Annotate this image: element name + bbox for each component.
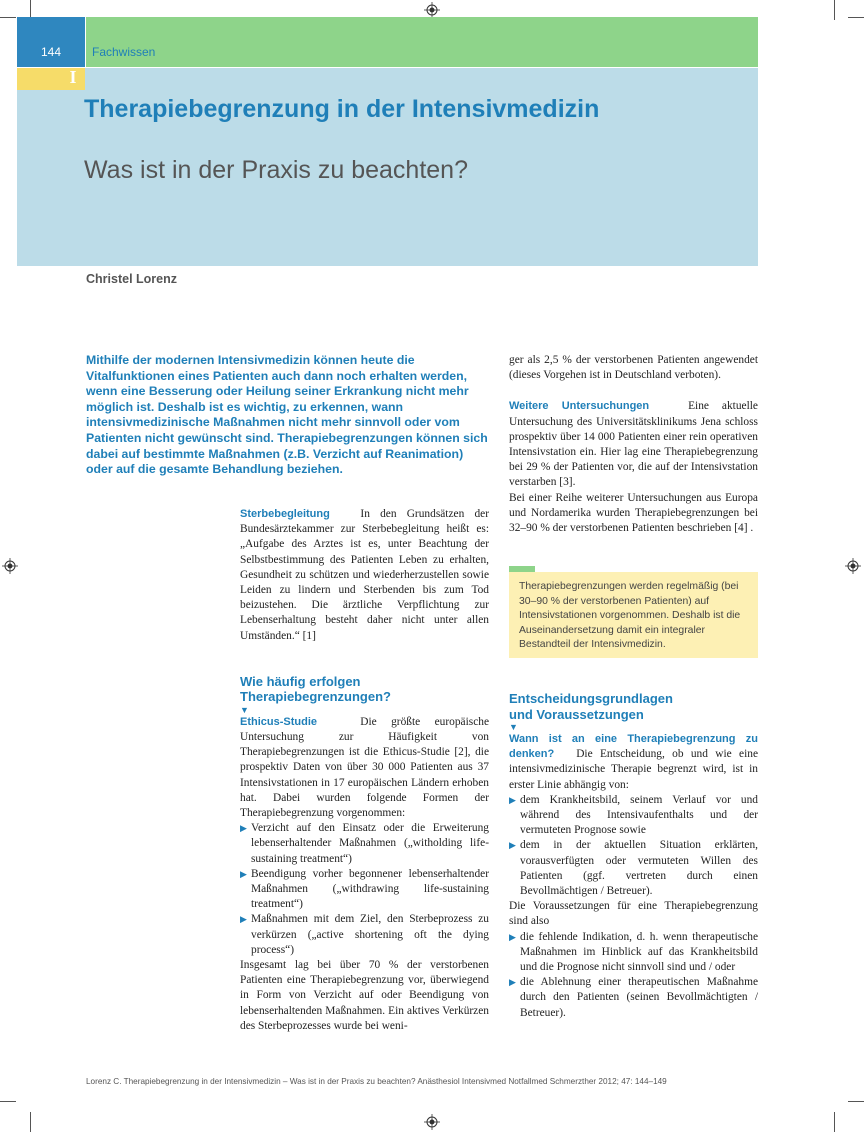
page-number-box — [17, 17, 85, 67]
crop-mark — [848, 17, 864, 18]
section-label: Fachwissen — [92, 45, 156, 59]
list-item: ▶ Maßnahmen mit dem Ziel, den Sterbeprozess zu verkürzen („active shortening oft the dying process“) — [240, 913, 489, 956]
paragraph-continued: ger als 2,5 % der verstorbenen Patienten angewendet (dieses Vorgehen ist in Deutschland verboten). — [509, 354, 758, 382]
text-wann: Die Entscheidung, ob und wie eine intensivmedizinische Therapie begrenzt wird, ist in erster Linie abhängig von: — [509, 748, 758, 791]
paragraph-weitere — [509, 399, 758, 490]
column-middle — [240, 507, 489, 1034]
paragraph-sterbebegleitung — [240, 507, 489, 644]
list-voraussetzungen — [509, 930, 758, 1021]
page-number: 144 — [40, 45, 62, 59]
section-bar — [86, 17, 758, 67]
paragraph-ethicus — [240, 715, 489, 821]
paragraph-wann — [509, 732, 758, 793]
triangle-down-icon: ▼ — [240, 704, 249, 715]
bullet-triangle-icon: ▶ — [509, 931, 516, 942]
lead-weitere: Weitere Untersuchungen — [509, 400, 650, 413]
column-right-lower — [509, 691, 758, 1021]
article-title: Therapiebegrenzung in der Intensivmedizin — [84, 95, 600, 123]
crop-mark — [0, 1101, 16, 1102]
heading-line-2: und Voraussetzungen — [509, 706, 644, 722]
chapter-tab-number: I — [69, 67, 77, 87]
registration-mark-icon — [845, 558, 861, 574]
crop-mark — [834, 1112, 835, 1132]
registration-mark-icon — [2, 558, 18, 574]
list-forms — [240, 821, 489, 958]
triangle-down-icon: ▼ — [509, 722, 518, 732]
paragraph-weitere-2: Bei einer Reihe weiterer Untersuchungen aus Europa und Nordamerika wurden Therapiebegrenzungen bei 32–90 % der verstorbenen Patienten beschrieben [4] . — [509, 491, 758, 535]
bullet-triangle-icon: ▶ — [509, 977, 516, 988]
heading-line-2: Therapiebegrenzungen? — [240, 689, 391, 705]
list-item: ▶ die fehlende Indikation, d. h. wenn therapeutische Maßnahmen im Hinblick auf das Krankheitsbild und die Prognose nicht sinnvoll sind und / oder — [509, 930, 758, 974]
registration-mark-icon — [424, 1114, 440, 1130]
lead-ethicus: Ethicus-Studie — [240, 715, 318, 728]
list-item: ▶ dem in der aktuellen Situation erklärten, vorausverfügten oder vermuteten Willen des Patienten (ggf. vertreten durch einen Bevollmächtigen / Betreuer). — [509, 839, 758, 898]
list-item: ▶ die Ablehnung einer therapeutischen Maßnahme durch den Patienten (seinen Bevollmächtigten / Betreuer). — [509, 976, 758, 1019]
crop-mark — [0, 17, 16, 18]
heading-line-1: Entscheidungsgrundlagen — [509, 691, 673, 706]
registration-mark-icon — [424, 2, 440, 18]
bullet-triangle-icon: ▶ — [240, 868, 247, 879]
list-abhaengig — [509, 793, 758, 899]
column-right — [509, 353, 758, 536]
heading-line-1: Wie häufig erfolgen — [240, 673, 361, 689]
text-sterbebegleitung: In den Grundsätzen der Bundesärztekammer zur Sterbebegleitung heißt es: „Aufgabe des Arztes ist es, unter Beachtung der Selbstbestimmung des Patienten Leben zu erhalten, Gesundheit zu schützen und wiederherzustellen sowie Leiden zu lindern und Sterbenden bis zum Tod beizustehen. Die ärztliche Verpflichtung zur Lebenserhaltung besteht daher nicht unter allen Umständen.“ [1] — [240, 508, 490, 642]
list-item: ▶ dem Krankheitsbild, seinem Verlauf vor und während des Intensivaufenthalts und der vermuteten Prognose sowie — [509, 793, 758, 837]
author-name: Christel Lorenz — [86, 272, 177, 286]
list-item: ▶ Beendigung vorher begonnener lebenserhaltender Maßnahmen („withdrawing life-sustaining treatment“) — [240, 867, 489, 911]
crop-mark — [848, 1101, 864, 1102]
lead-wann: Wann ist an eine Therapiebegrenzung zu denken? — [509, 733, 758, 761]
abstract: Mithilfe der modernen Intensivmedizin können heute die Vitalfunktionen eines Patienten auch dann noch erhalten werden, wenn eine Besserung oder Heilung seiner Erkrankung nicht mehr möglich ist. Deshalb ist es wichtig, zu erkennen, wann intensivmedizinische Maßnahmen nicht mehr sinnvoll oder vom Patienten nicht gewünscht sind. Therapiebegrenzungen können sich dabei auf bestimmte Maßnahmen (z.B. Verzicht auf Reanimation) oder auf die gesamte Behandlung beziehen. — [86, 353, 488, 477]
article-subtitle: Was ist in der Praxis zu beachten? — [84, 156, 468, 184]
footer-citation: Lorenz C. Therapiebegrenzung in der Intensivmedizin – Was ist in der Praxis zu beachten? Anästhesiol Intensivmed Notfallmed Schmerzther 2012; 47: 144–149 — [86, 1077, 667, 1086]
list-item: ▶ Verzicht auf den Einsatz oder die Erweiterung lebenserhaltender Maßnahmen („witholding life-sustaining treatment“) — [240, 822, 489, 865]
text-ethicus: Die größte europäische Untersuchung zur Häufigkeit von Therapiebegrenzungen ist die Ethicus-Studie [2], die prospektiv Daten von über 30 000 Patienten aus 37 Intensivstationen in 17 europäischen Ländern erhoben hat. Dabei wurden folgende Formen der Therapiebegrenzung vorgenommen: — [240, 715, 490, 820]
crop-mark — [834, 0, 835, 20]
heading-haeufigkeit — [240, 674, 489, 705]
bullet-triangle-icon: ▶ — [240, 914, 247, 925]
note-text: Therapiebegrenzungen werden regelmäßig (bei 30–90 % der verstorbenen Patienten) auf Intensivstationen vorgenommen. Deshalb ist die Auseinandersetzung damit ein integraler Bestandteil der Intensivmedizin. — [519, 581, 741, 651]
bullet-triangle-icon: ▶ — [240, 823, 247, 834]
bullet-triangle-icon: ▶ — [509, 840, 516, 851]
bullet-triangle-icon: ▶ — [509, 794, 516, 805]
text-weitere: Eine aktuelle Untersuchung des Universitätsklinikums Jena schloss prospektiv über 14 000 Patienten einer rein operativen Intensivstation ein. Hier lag eine Therapiebegrenzung bei 29 % der Patienten vor, die auf der Intensivstation verstarben [3]. — [509, 400, 758, 489]
lead-sterbebegleitung: Sterbebegleitung — [240, 508, 330, 520]
crop-mark — [30, 1112, 31, 1132]
paragraph-closing: Insgesamt lag bei über 70 % der verstorbenen Patienten eine Therapiebegrenzung vor, überwiegend in Form von Verzicht auf oder Beendigung von lebenserhaltenden Maßnahmen. Ein aktives Verkürzen des Sterbeprozesses wurde bei weni- — [240, 959, 489, 1032]
heading-entscheidung — [509, 691, 758, 722]
paragraph-voraussetzungen: Die Voraussetzungen für eine Therapiebegrenzung sind also — [509, 900, 758, 928]
